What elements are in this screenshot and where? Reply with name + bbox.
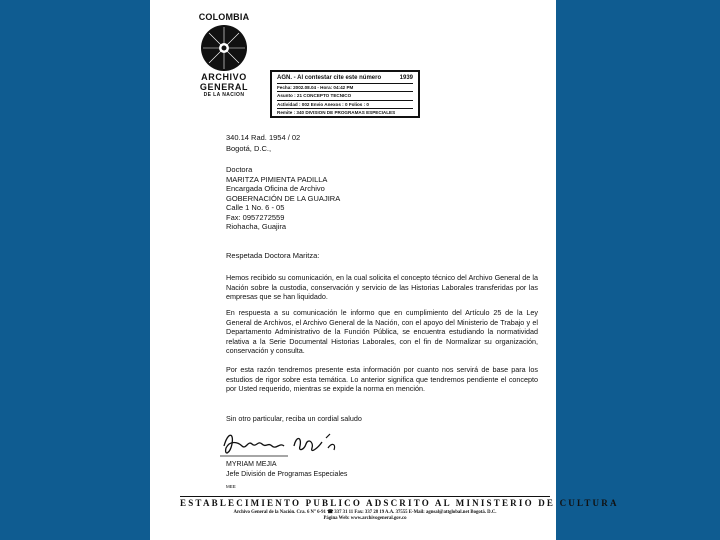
body-paragraph-3: Por esta razón tendremos presente esta información por cuanto nos servirá de base para los estudios de rigor sobre esta temática. Lo anterior significa que tendremos pendiente el concepto por Usted requerido, mientras se expide la norma en mención. [226, 365, 538, 393]
salutation: Respetada Doctora Maritza: [226, 251, 320, 260]
addressee-city: Riohacha, Guajira [226, 222, 287, 231]
letterhead-country: COLOMBIA [198, 12, 250, 22]
addressee-name: MARITZA PIMIENTA PADILLA [226, 174, 328, 184]
letterhead-institution-3: DE LA NACION [203, 92, 245, 98]
addressee-address: Calle 1 No. 6 - 05 [226, 203, 285, 212]
stamp-line-2: Fecha: 2002.08.04 - Hora: 04:42 PM [277, 84, 413, 93]
letterhead-logo [188, 12, 260, 112]
reference-number: 340.14 Rad. 1954 / 02 [226, 133, 301, 142]
letterhead-institution-1: ARCHIVO [201, 72, 247, 82]
body-paragraph-1: Hemos recibido su comunicación, en la cual solicita el concepto técnico del Archivo General de la Nación sobre la custodia, conservación y servicio de las Historias Laborales transferidas por las empresas que se han liquidado. [226, 273, 538, 301]
reference-block [226, 132, 300, 154]
footer-establishment: ESTABLECIMIENTO PUBLICO ADSCRITO AL MINISTERIO DE CULTURA [180, 498, 619, 508]
handwritten-signature [218, 426, 358, 460]
filing-stamp [270, 70, 420, 118]
stamp-line-3: Asunto : 21 CONCEPTO TECNICO [277, 92, 413, 101]
closing-line: Sin otro particular, reciba un cordial saludo [226, 414, 362, 423]
stamp-line-4: Actividad : 002 Envio Anexos : 0 Folios : 0 [277, 101, 413, 110]
agn-emblem-icon [200, 24, 248, 72]
letter-footer [180, 496, 619, 521]
footer-contact: Archivo General de la Nación. Cra. 6 N° 6-91 ☎ 337 31 11 Fax: 337 28 19 A.A. 37555 E-Mail: agnsal@attglobal.net Bogotá. D.C. [233, 510, 497, 515]
stamp-line-1: AGN. - Al contestar cite este número [277, 75, 382, 81]
footer-rule [180, 496, 550, 497]
body-paragraph-2: En respuesta a su comunicación le informo que en cumplimiento del Artículo 25 de la Ley General de Archivos, el Archivo General de la Nación, con el apoyo del Ministerio de Trabajo y el Departamento Administrativo de la Función Pública, se encuentra estudiando la normatividad relativa a la Serie Documental Historias Laborales, con el fin de Normalizar su organización, conservación y consulta. [226, 308, 538, 355]
addressee-title: Doctora [226, 165, 253, 174]
addressee-entity: GOBERNACIÓN DE LA GUAJIRA [226, 193, 341, 203]
signer-block [226, 460, 347, 479]
addressee-fax: Fax: 0957272559 [226, 212, 285, 222]
stamp-number: 1939 [399, 75, 413, 81]
letterhead-institution-2: GENERAL [199, 82, 249, 92]
signer-name: MYRIAM MEJIA [226, 461, 277, 468]
footer-web: Página Web: www.archivogeneral.gov.co [323, 516, 407, 521]
signer-title: Jefe División de Programas Especiales [226, 470, 348, 478]
reference-place: Bogotá, D.C., [226, 144, 272, 153]
letter-page [166, 8, 619, 530]
addressee-position: Encargada Oficina de Archivo [226, 184, 325, 193]
addressee-block [226, 165, 340, 232]
stamp-line-5: Remite : 340 DIVISION DE PROGRAMAS ESPECIALES [277, 110, 396, 115]
typist-initials: MEE [226, 484, 236, 489]
